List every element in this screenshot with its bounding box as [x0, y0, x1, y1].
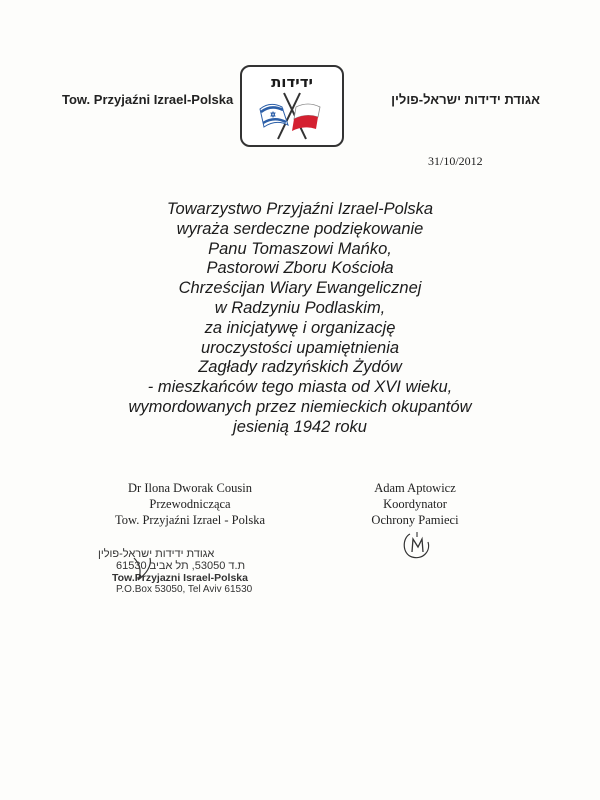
- stamp-line-address: P.O.Box 53050, Tel Aviv 61530: [116, 584, 253, 595]
- crossed-flags-icon: [242, 67, 342, 145]
- handwritten-signature: [400, 528, 434, 562]
- body-line: uroczystości upamiętnienia: [200, 338, 400, 357]
- stamp-line-name: Tow.Przyjazni Israel-Polska: [112, 572, 248, 584]
- signatory-role: Koordynator: [383, 497, 447, 511]
- org-name-hebrew: אגודת ידידות ישראל-פולין: [391, 92, 540, 107]
- logo-text: ידידות: [271, 73, 313, 91]
- stamp-line-address-hebrew: ת.ד 53050, תל אביב 61530: [116, 560, 246, 572]
- body-line: jesienią 1942 roku: [233, 417, 367, 436]
- signatory-name: Adam Aptowicz: [374, 481, 456, 495]
- signatory-name: Dr Ilona Dworak Cousin: [128, 481, 252, 495]
- body-line: - mieszkańców tego miasta od XVI wieku,: [147, 378, 453, 397]
- body-line: za inicjatywę i organizację: [204, 318, 396, 337]
- body-line: wyraża serdeczne podziękowanie: [176, 219, 424, 238]
- organization-stamp: [86, 548, 266, 595]
- signatory-right: [335, 480, 495, 528]
- body-line: Pastorowi Zboru Kościoła: [206, 259, 394, 278]
- body-line: Panu Tomaszowi Mańko,: [208, 239, 392, 258]
- signatory-org: Tow. Przyjaźni Izrael - Polska: [115, 513, 265, 527]
- letter-date: 31/10/2012: [428, 154, 483, 168]
- body-line: wymordowanych przez niemieckich okupantów: [128, 397, 472, 416]
- body-line: Towarzystwo Przyjaźni Izrael-Polska: [166, 200, 434, 218]
- body-line: w Radzyniu Podlaskim,: [214, 298, 386, 317]
- body-line: Chrześcijan Wiary Ewangelicznej: [178, 279, 422, 298]
- organization-logo: [240, 65, 344, 147]
- body-line: Zagłady radzyńskich Żydów: [198, 358, 402, 377]
- stamp-line-hebrew: אגודת ידידות ישראל-פולין: [98, 548, 215, 560]
- signatory-left: [90, 480, 290, 528]
- stamp-signature-scribble: [130, 554, 170, 584]
- signatory-org: Ochrony Pamieci: [371, 513, 459, 527]
- org-name-polish: Tow. Przyjaźni Izrael-Polska: [62, 92, 234, 107]
- letter-body: [90, 200, 510, 438]
- signatory-role: Przewodnicząca: [149, 497, 231, 511]
